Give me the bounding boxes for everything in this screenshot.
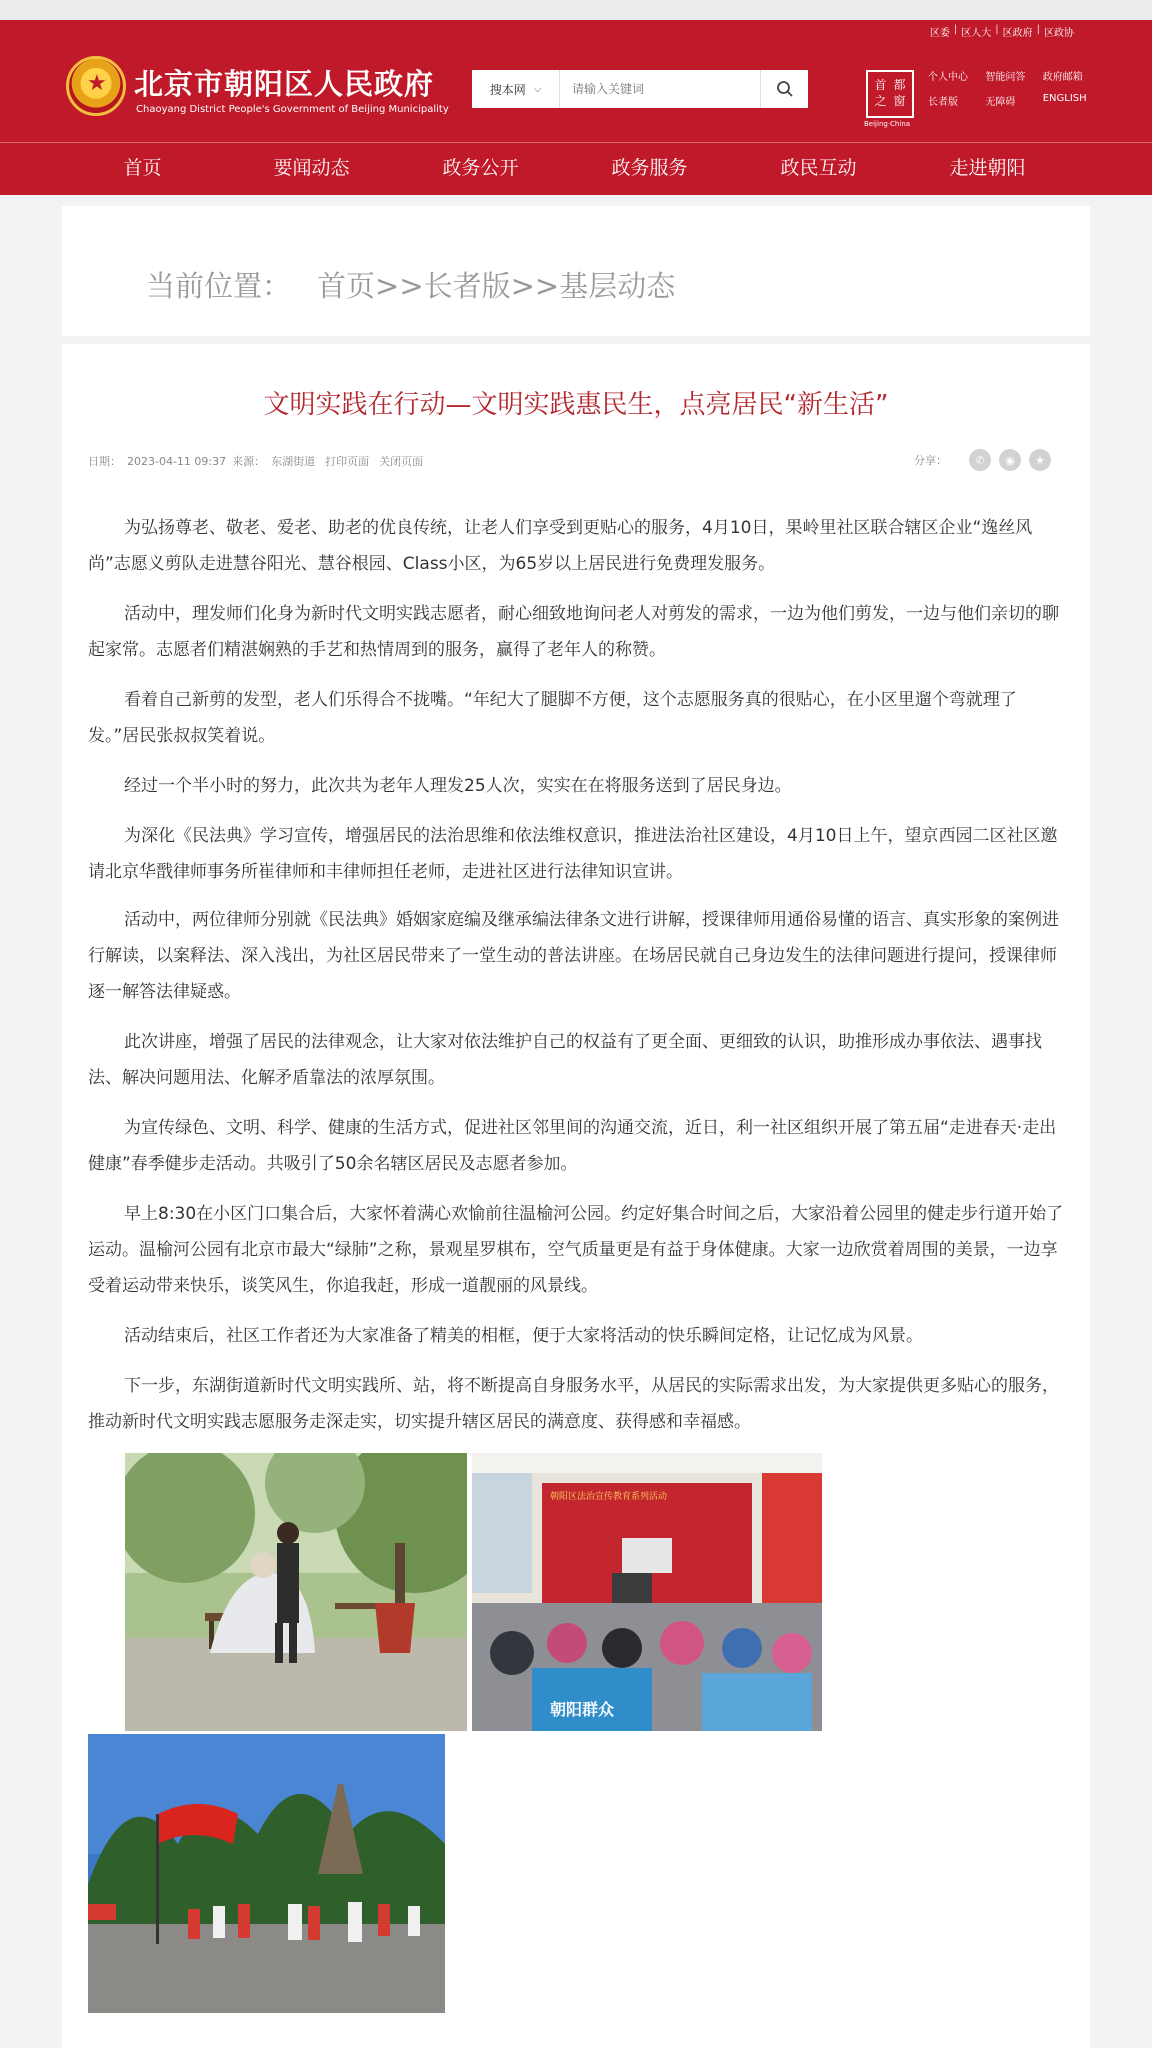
article-paragraph: 下一步，东湖街道新时代文明实践所、站，将不断提高自身服务水平，从居民的实际需求出发，为大家提供更多贴心的服务，推动新时代文明实践志愿服务走深走实，切实提升辖区居民的满意度、获得感和幸福感。 — [88, 1376, 1059, 1432]
toplink-district-committee[interactable]: 区委 — [929, 28, 950, 39]
search-button[interactable] — [760, 70, 808, 108]
toplink-peoples-congress[interactable]: 区人大 — [961, 28, 992, 39]
article-paragraph: 为深化《民法典》学习宣传，增强居民的法治思维和依法维权意识，推进法治社区建设，4月10日上午，望京西园二区社区邀请北京华戬律师事务所崔律师和丰律师担任老师，走进社区进行法律知识宣讲。 — [88, 826, 1058, 882]
wechat-icon[interactable]: ✆ — [969, 449, 991, 471]
article-paragraph: 为弘扬尊老、敬老、爱老、助老的优良传统，让老人们享受到更贴心的服务，4月10日，果岭里社区联合辖区企业“逸丝风尚”志愿义剪队走进慧谷阳光、慧谷根园、Class小区，为65岁以上居民进行免费理发服务。 — [88, 518, 1033, 574]
favorite-star-icon[interactable]: ★ — [1029, 449, 1051, 471]
search-icon — [776, 80, 794, 98]
site-subtitle: Chaoyang District People's Government of Beijing Municipality — [136, 104, 449, 115]
article-paragraph: 经过一个半小时的努力，此次共为老年人理发25人次，实实在在将服务送到了居民身边。 — [124, 776, 792, 796]
breadcrumb-path[interactable]: 首页>>长者版>>基层动态 — [317, 269, 676, 303]
search-scope-select[interactable] — [472, 70, 560, 108]
share-bar — [914, 449, 1051, 471]
quick-links — [928, 68, 1088, 108]
lecture-jacket-text: 朝阳群众 — [550, 1700, 615, 1719]
search-scope-label: 搜本网 — [489, 82, 526, 97]
article-paragraph: 活动中，两位律师分别就《民法典》婚姻家庭编及继承编法律条文进行讲解，授课律师用通俗易懂的语言、真实形象的案例进行解读，以案释法、深入浅出，为社区居民带来了一堂生动的普法讲座。在场居民就自己身边发生的法律问题进行提问，授课律师逐一解答法律疑惑。 — [88, 910, 1059, 1002]
chevron-down-icon: ⌵ — [533, 83, 542, 95]
close-link[interactable]: 关闭页面 — [379, 455, 424, 468]
share-label: 分享： — [914, 454, 947, 467]
search-input[interactable] — [560, 70, 760, 108]
nav-about-chaoyang[interactable]: 走进朝阳 — [949, 157, 1026, 179]
article-meta: 日期： 2023-04-11 09:37 来源： 东湖街道 打印页面 关闭页面 — [88, 455, 424, 468]
article-paragraph: 活动中，理发师们化身为新时代文明实践志愿者，耐心细致地询问老人对剪发的需求，一边为他们剪发，一边与他们亲切的聊起家常。志愿者们精湛娴熟的手艺和热情周到的服务，赢得了老年人的称赞。 — [88, 604, 1059, 660]
article-source: 东湖街道 — [271, 455, 316, 468]
photo-spring-walk — [88, 1734, 445, 2013]
logo-caption: Beijing·China — [864, 120, 911, 128]
quick-link-personal-center[interactable]: 个人中心 — [928, 72, 968, 83]
quick-link-elderly[interactable]: 长者版 — [928, 97, 958, 108]
photo-law-lecture — [472, 1453, 822, 1731]
article-paragraph: 为宣传绿色、文明、科学、健康的生活方式，促进社区邻里间的沟通交流，近日，利一社区组织开展了第五届“走进春天·走出健康”春季健步走活动。共吸引了50余名辖区居民及志愿者参加。 — [88, 1118, 1057, 1174]
article-paragraph: 早上8:30在小区门口集合后，大家怀着满心欢愉前往温榆河公园。约定好集合时间之后，大家沿着公园里的健走步行道开始了运动。温榆河公园有北京市最大“绿肺”之称，景观星罗棋布，空气质量更是有益于身体健康。大家一边欣赏着周围的美景，一边享受着运动带来快乐，谈笑风生，你追我赶，形成一道靓丽的风景线。 — [88, 1204, 1064, 1296]
quick-link-english[interactable]: ENGLISH — [1042, 93, 1087, 104]
article-paragraph: 活动结束后，社区工作者还为大家准备了精美的相框，便于大家将活动的快乐瞬间定格，让记忆成为风景。 — [124, 1326, 923, 1346]
nav-gov-services[interactable]: 政务服务 — [611, 157, 688, 179]
top-links: 区委 | 区人大 | 区政府 | 区政协 — [926, 24, 1078, 39]
national-emblem-icon[interactable]: ★ — [66, 56, 126, 116]
nav-news[interactable]: 要闻动态 — [273, 157, 350, 179]
quick-link-accessibility[interactable]: 无障碍 — [985, 97, 1016, 108]
nav-interaction[interactable]: 政民互动 — [780, 157, 857, 179]
photo-haircut — [125, 1453, 467, 1731]
main-nav — [0, 142, 1152, 195]
article-date: 2023-04-11 09:37 — [127, 455, 227, 468]
article-paragraph: 此次讲座，增强了居民的法律观念，让大家对依法维护自己的权益有了更全面、更细致的认识，助推形成办事依法、遇事找法、解决问题用法、化解矛盾靠法的浓厚氛围。 — [88, 1032, 1042, 1088]
nav-gov-affairs[interactable]: 政务公开 — [442, 157, 519, 179]
breadcrumb-label: 当前位置： — [146, 269, 292, 303]
quick-link-smart-qa[interactable]: 智能问答 — [985, 72, 1026, 83]
toplink-cppcc[interactable]: 区政协 — [1044, 28, 1074, 39]
print-link[interactable]: 打印页面 — [325, 455, 370, 468]
toplink-district-government[interactable]: 区政府 — [1002, 28, 1033, 39]
article-paragraph: 看着自己新剪的发型，老人们乐得合不拢嘴。“年纪大了腿脚不方便，这个志愿服务真的很贴心，在小区里遛个弯就理了发。”居民张叔叔笑着说。 — [88, 690, 1017, 746]
quick-link-gov-mail[interactable]: 政府邮箱 — [1042, 72, 1083, 83]
lecture-banner-text: 朝阳区法治宣传教育系列活动 — [550, 1492, 668, 1502]
site-title[interactable]: 北京市朝阳区人民政府 — [134, 67, 435, 101]
site-header — [0, 20, 1152, 195]
article-title: 文明实践在行动—文明实践惠民生，点亮居民“新生活” — [263, 390, 889, 420]
weibo-icon[interactable]: ◉ — [999, 449, 1021, 471]
capital-window-logo[interactable]: 首 都 之 窗 — [866, 70, 914, 118]
nav-home[interactable]: 首页 — [123, 157, 162, 179]
top-strip — [0, 0, 1152, 20]
breadcrumb — [146, 264, 675, 305]
search-bar — [472, 70, 808, 108]
